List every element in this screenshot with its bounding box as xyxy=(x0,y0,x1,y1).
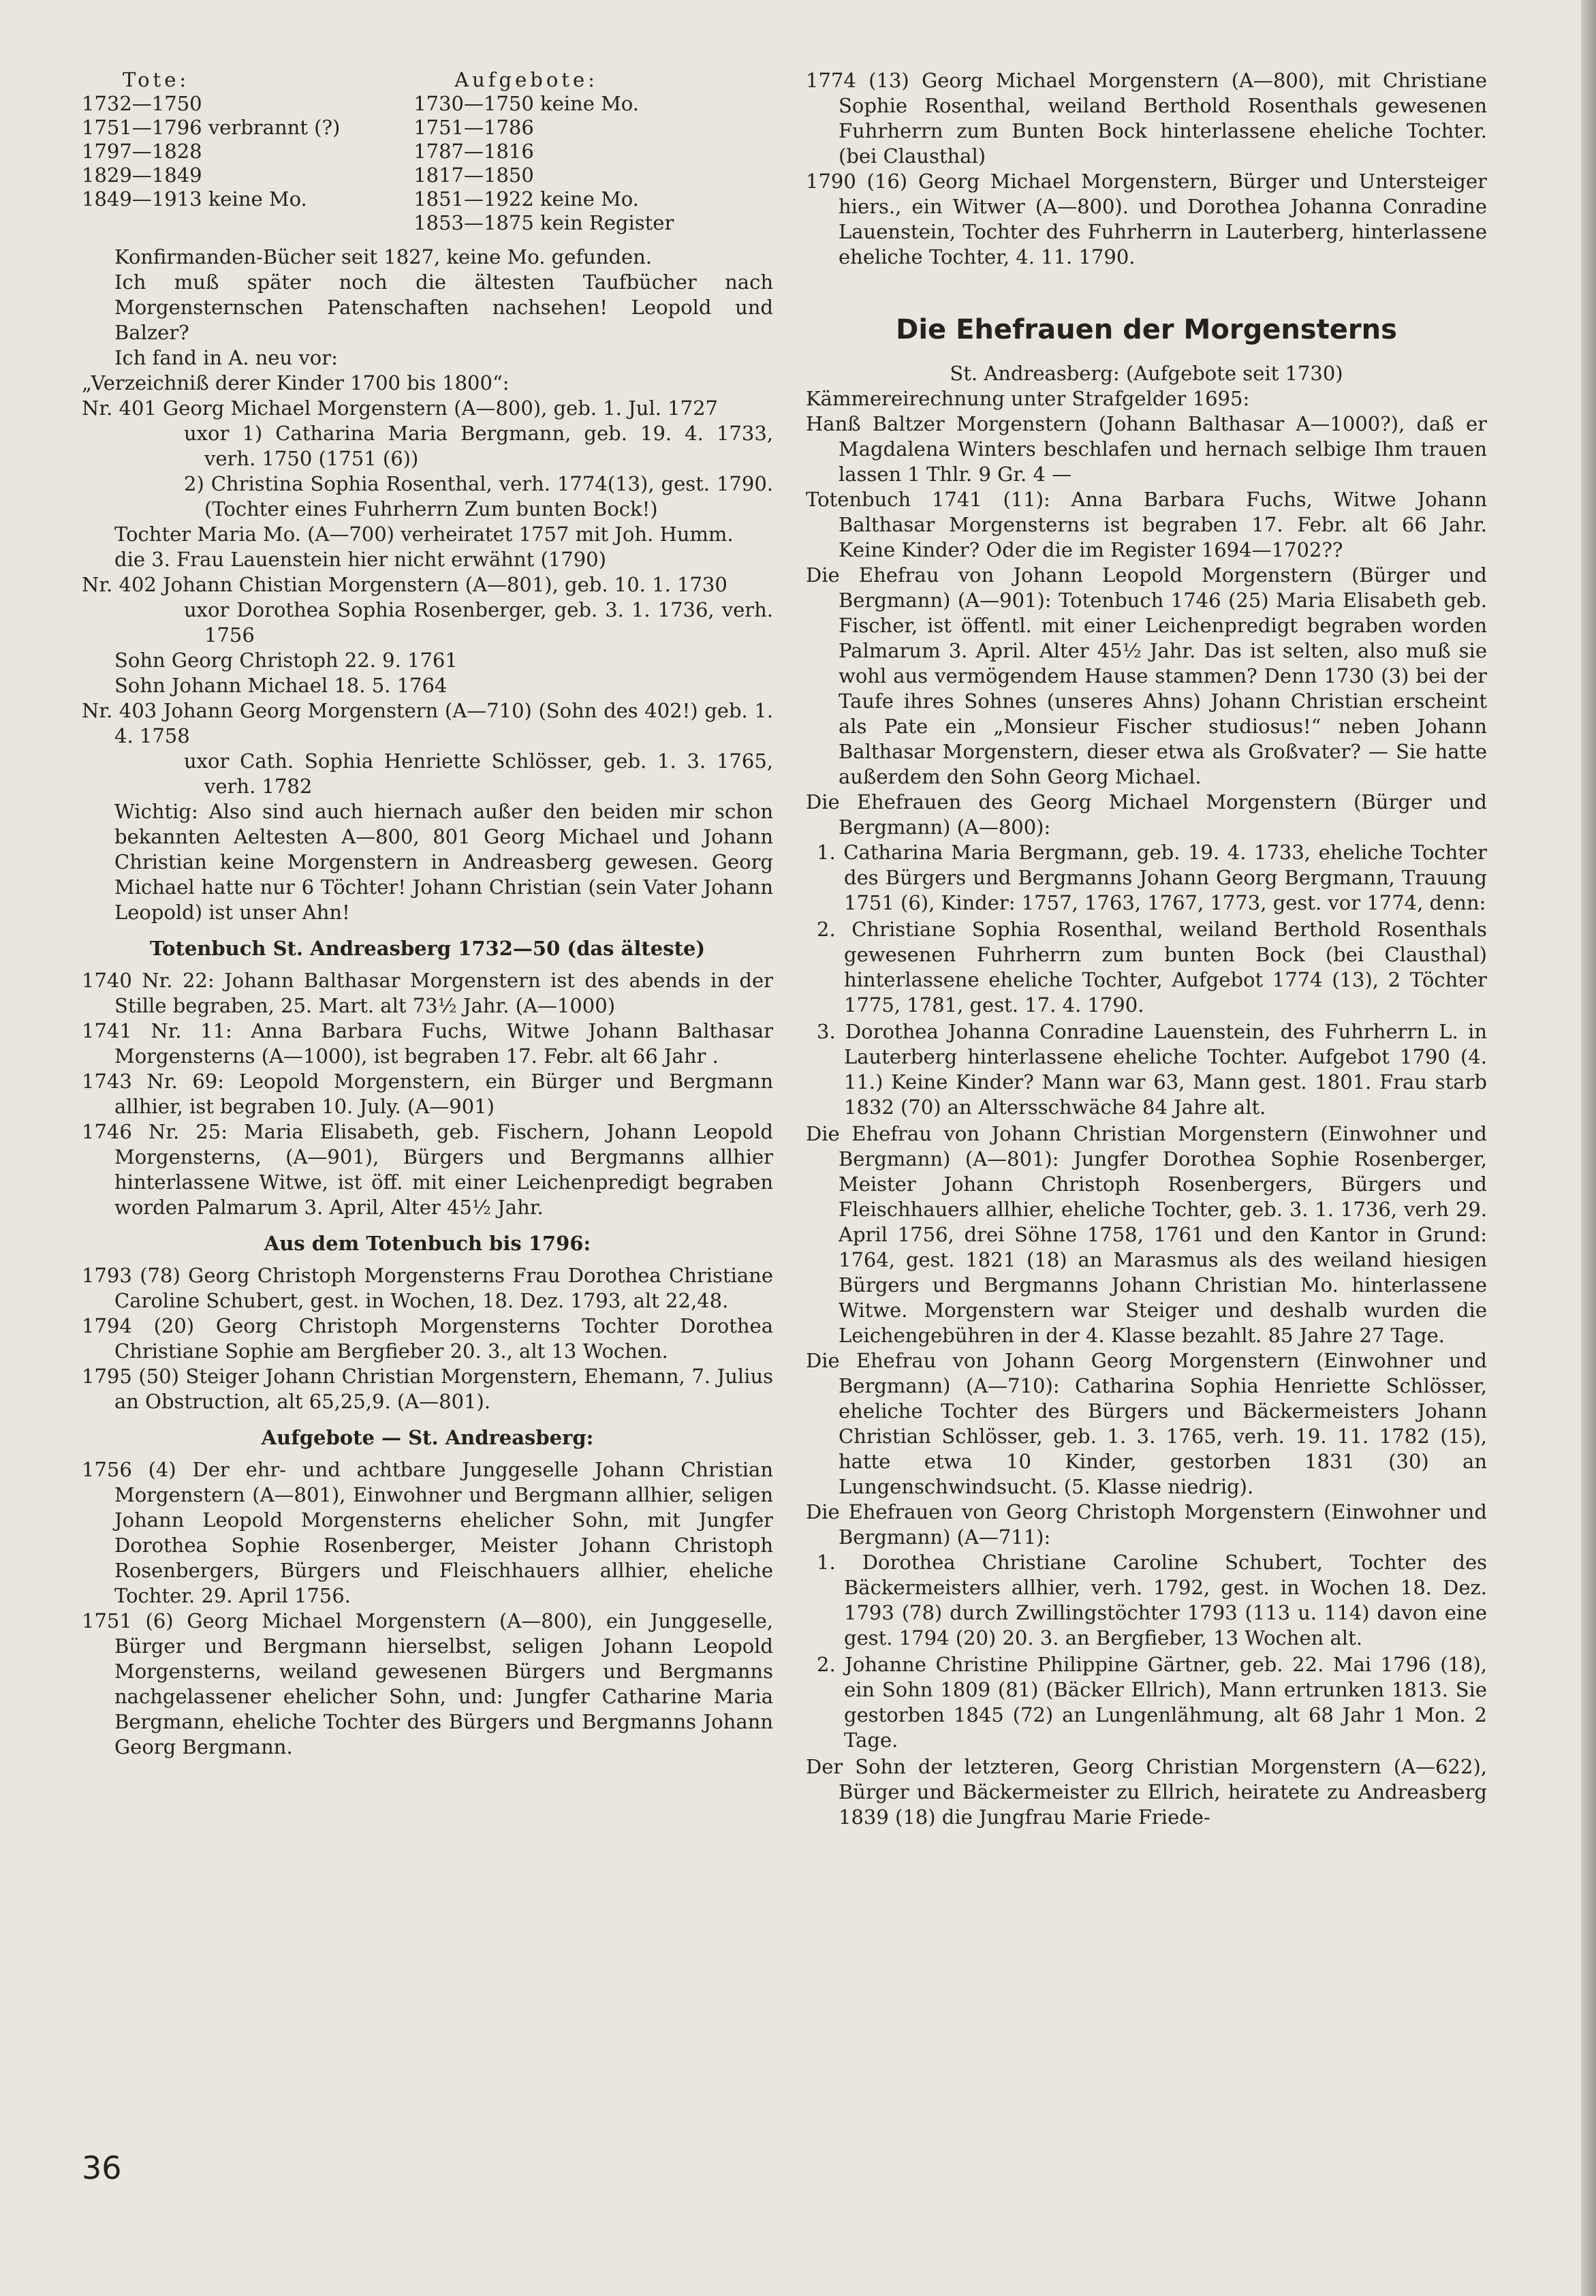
note-paragraph: Wichtig: Also sind auch hiernach außer den beiden mir schon bekannten Aeltesten A—800, 801 Georg Michael und Johann Christian keine Morgenstern in Andreasberg gewesen. Georg Michael hatte nur 6 Töchter! Johann Christian (sein Vater Johann Leopold) ist unser Ahn! xyxy=(114,800,773,924)
paragraph: Die Ehefrau von Johann Christian Morgenstern (Einwohner und Bergmann) (A—801): Jungfer Dorothea Sophie Rosenberger, Meister Johann Christoph Rosenbergers, Bürgers und Fleischhauers allhier, eheliche Tochter, geb. 3. 1. 1736, verh 29. April 1756, drei Söhne 1758, 1761 und den Kantor in Grund: 1764, gest. 1821 (18) an Marasmus als des weiland hiesigen Bürgers und Bergmanns Johann Christian Mo. hinterlassene Witwe. Morgenstern war Steiger und deshalb wurden die Leichengebühren in der 4. Klasse bezahlt. 85 Jahre 27 Tage. xyxy=(806,1122,1487,1347)
page-number: 36 xyxy=(82,2150,122,2186)
records-table xyxy=(82,68,773,235)
list-item: 1. Dorothea Christiane Caroline Schubert, Tochter des Bäckermeisters allhier, verh. 1792, gest. in Wochen 18. Dez. 1793 (78) durch Zwillingstöchter 1793 (113 u. 114) davon eine gest. 1794 (20) 20. 3. an Bergfieber, 13 Wochen alt. xyxy=(817,1551,1487,1649)
wives-list xyxy=(806,1550,1487,1753)
table-cell: 1851—1922 keine Mo. xyxy=(413,187,639,211)
record-entry: Nr. 401 Georg Michael Morgenstern (A—800), geb. 1. Jul. 1727 xyxy=(82,397,718,420)
record-entry: 1740 Nr. 22: Johann Balthasar Morgenstern ist des abends in der Stille begraben, 25. Mart. alt 73½ Jahr. (A—1000) xyxy=(82,969,773,1017)
record-entry: 1795 (50) Steiger Johann Christian Morgenstern, Ehemann, 7. Julius an Obstruction, alt 65,25,9. (A—801). xyxy=(82,1365,773,1413)
list-item: 1. Catharina Maria Bergmann, geb. 19. 4. 1733, eheliche Tochter des Bürgers und Bergmanns Johann Georg Bergmann, Trauung 1751 (6), Kinder: 1757, 1763, 1767, 1773, gest. vor 1774, denn: xyxy=(817,841,1487,914)
table-cell: 1732—1750 xyxy=(82,92,202,115)
paragraph: Kämmereirechnung unter Strafgelder 1695: xyxy=(806,387,1250,410)
table-cell: 1797—1828 xyxy=(82,140,202,163)
table-row xyxy=(82,164,773,187)
record-entry: Tochter Maria Mo. (A—700) verheiratet 1757 mit Joh. Humm. xyxy=(114,523,734,546)
record-entry: 1793 (78) Georg Christoph Morgensterns Frau Dorothea Christiane Caroline Schubert, gest. in Wochen, 18. Dez. 1793, alt 22,48. xyxy=(82,1264,773,1312)
record-entry: 2) Christina Sophia Rosenthal, verh. 1774(13), gest. 1790. (Tochter eines Fuhrherrn Zum bunten Bock!) xyxy=(184,472,773,521)
record-entry: uxor 1) Catharina Maria Bergmann, geb. 19. 4. 1733, verh. 1750 (1751 (6)) xyxy=(184,422,773,470)
record-entry: die 3. Frau Lauenstein hier nicht erwähnt (1790) xyxy=(114,548,606,571)
paragraph: Konfirmanden-Bücher seit 1827, keine Mo. gefunden. xyxy=(114,245,653,268)
paragraph: Ich muß später noch die ältesten Taufbücher nach Morgensternschen Patenschaften nachsehen! Leopold und Balzer? xyxy=(114,270,773,344)
section-subtitle: St. Andreasberg: (Aufgebote seit 1730) xyxy=(950,362,1343,385)
record-entry: 1741 Nr. 11: Anna Barbara Fuchs, Witwe Johann Balthasar Morgensterns (A—1000), ist begraben 17. Febr. alt 66 Jahr . xyxy=(82,1019,773,1068)
table-cell: 1849—1913 keine Mo. xyxy=(82,187,307,211)
list-item: 2. Johanne Christine Philippine Gärtner, geb. 22. Mai 1796 (18), ein Sohn 1809 (81) (Bäcker Ellrich), Mann ertrunken 1813. Sie gestorben 1845 (72) an Lungenlähmung, alt 68 Jahr 1 Mon. 2 Tage. xyxy=(817,1653,1487,1752)
table-cell: 1787—1816 xyxy=(413,140,534,163)
section-heading: Totenbuch St. Andreasberg 1732—50 (das älteste) xyxy=(149,937,706,960)
record-entry: 1756 (4) Der ehr- und achtbare Junggeselle Johann Christian Morgenstern (A—801), Einwohner und Bergmann allhier, seligen Johann Leopold Morgensterns ehelicher Sohn, mit Jungfer Dorothea Sophie Rosenberger, Meister Johann Christoph Rosenbergers, Bürgers und Fleischhauers allhier, eheliche Tochter. 29. April 1756. xyxy=(82,1458,773,1607)
list-item: 2. Christiane Sophia Rosenthal, weiland Berthold Rosenthals gewesenen Fuhrherrn zum bunten Bock (bei Clausthal) hinterlassene eheliche Tochter, Aufgebot 1774 (13), 2 Töchter 1775, 1781, gest. 17. 4. 1790. xyxy=(817,918,1487,1017)
paragraph: Totenbuch 1741 (11): Anna Barbara Fuchs, Witwe Johann Balthasar Morgensterns ist begraben 17. Febr. alt 66 Jahr. Keine Kinder? Oder die im Register 1694—1702?? xyxy=(806,488,1487,561)
record-entry: 1743 Nr. 69: Leopold Morgenstern, ein Bürger und Bergmann allhier, ist begraben 10. July. (A—901) xyxy=(82,1070,773,1118)
right-column xyxy=(806,68,1487,1830)
table-row xyxy=(82,92,773,116)
record-entry: 1774 (13) Georg Michael Morgenstern (A—800), mit Christiane Sophie Rosenthal, weiland Berthold Rosenthals gewesenen Fuhrherrn zum Bunten Bock hinterlassene eheliche Tochter. (bei Clausthal) xyxy=(806,69,1487,168)
record-entry: 1790 (16) Georg Michael Morgenstern, Bürger und Untersteiger hiers., ein Witwer (A—800). und Dorothea Johanna Conradine Lauenstein, Tochter des Fuhrherrn in Lauterberg, hinterlassene eheliche Tochter, 4. 11. 1790. xyxy=(806,170,1487,268)
paragraph: Hanß Baltzer Morgenstern (Johann Balthasar A—1000?), daß er Magdalena Winters beschlafen und hernach selbige Ihm trauen lassen 1 Thlr. 9 Gr. 4 — xyxy=(806,412,1487,486)
table-header-aufgebote: Aufgebote: xyxy=(454,68,598,91)
paragraph: Die Ehefrau von Johann Georg Morgenstern (Einwohner und Bergmann) (A—710): Catharina Sophia Henriette Schlösser, eheliche Tochter des Bürgers und Bäckermeisters Johann Christian Schlösser, geb. 1. 3. 1765, verh. 19. 11. 1782 (15), hatte etwa 10 Kinder, gestorben 1831 (30) an Lungenschwindsucht. (5. Klasse niedrig). xyxy=(806,1349,1487,1498)
table-cell: 1853—1875 kein Register xyxy=(413,211,674,234)
record-entry: uxor Cath. Sophia Henriette Schlösser, geb. 1. 3. 1765, verh. 1782 xyxy=(184,749,773,798)
table-cell: 1817—1850 xyxy=(413,164,534,187)
wives-list xyxy=(806,840,1487,1120)
table-row xyxy=(82,140,773,164)
paragraph: „Verzeichniß derer Kinder 1700 bis 1800“: xyxy=(82,371,510,394)
list-item: 3. Dorothea Johanna Conradine Lauenstein, des Fuhrherrn L. in Lauterberg hinterlassene eheliche Tochter. Aufgebot 1790 (4. 11.) Keine Kinder? Mann war 63, Mann gest. 1801. Frau starb 1832 (70) an Altersschwäche 84 Jahre alt. xyxy=(817,1020,1487,1119)
record-entry: Nr. 402 Johann Chistian Morgenstern (A—801), geb. 10. 1. 1730 xyxy=(82,573,727,596)
paragraph: Ich fand in A. neu vor: xyxy=(114,346,338,369)
table-cell: 1730—1750 keine Mo. xyxy=(413,92,639,115)
record-entry: 1794 (20) Georg Christoph Morgensterns Tochter Dorothea Christiane Sophie am Bergfieber 20. 3., alt 13 Wochen. xyxy=(82,1314,773,1363)
record-entry: Nr. 403 Johann Georg Morgenstern (A—710) (Sohn des 402!) geb. 1. 4. 1758 xyxy=(82,699,773,747)
table-row xyxy=(82,116,773,140)
paragraph: Die Ehefrauen von Georg Christoph Morgenstern (Einwohner und Bergmann) (A—711): xyxy=(806,1500,1487,1549)
section-title: Die Ehefrauen der Morgensterns xyxy=(896,314,1397,345)
paragraph: Der Sohn der letzteren, Georg Christian Morgenstern (A—622), Bürger und Bäckermeister zu Ellrich, heiratete zu Andreasberg 1839 (18) die Jungfrau Marie Friede- xyxy=(806,1755,1487,1829)
table-row xyxy=(82,187,773,211)
table-row xyxy=(82,211,773,235)
record-entry: 1751 (6) Georg Michael Morgenstern (A—800), ein Junggeselle, Bürger und Bergmann hierselbst, seligen Johann Leopold Morgensterns, weiland gewesenen Bürgers und Bergmanns nachgelassener ehelicher Sohn, und: Jungfer Catharine Maria Bergmann, eheliche Tochter des Bürgers und Bergmanns Johann Georg Bergmann. xyxy=(82,1609,773,1758)
table-cell: 1751—1796 verbrannt (?) xyxy=(82,116,341,139)
paragraph: Die Ehefrau von Johann Leopold Morgenstern (Bürger und Bergmann) (A—901): Totenbuch 1746 (25) Maria Elisabeth geb. Fischer, ist öffentl. mit einer Leichenpredigt begraben worden Palmarum 3. April. Alter 45½ Jahr. Das ist selten, also muß sie wohl aus vermögendem Hause stammen? Denn 1730 (3) bei der Taufe ihres Sohnes (unseres Ahns) Johann Christian erscheint als Pate ein „Monsieur Fischer studiosus!“ neben Johann Balthasar Morgenstern, dieser etwa als Großvater? — Sie hatte außerdem den Sohn Georg Michael. xyxy=(806,563,1487,788)
section-heading: Aus dem Totenbuch bis 1796: xyxy=(264,1232,591,1255)
table-cell: 1829—1849 xyxy=(82,164,202,187)
left-column xyxy=(82,68,773,1760)
record-entry: Sohn Johann Michael 18. 5. 1764 xyxy=(114,674,448,697)
page-edge-shadow xyxy=(1581,0,1596,2296)
table-cell: 1751—1786 xyxy=(413,116,534,139)
record-entry: uxor Dorothea Sophia Rosenberger, geb. 3. 1. 1736, verh. 1756 xyxy=(184,598,773,647)
record-entry: Sohn Georg Christoph 22. 9. 1761 xyxy=(114,649,458,672)
section-heading: Aufgebote — St. Andreasberg: xyxy=(261,1426,594,1449)
record-entry: 1746 Nr. 25: Maria Elisabeth, geb. Fischern, Johann Leopold Morgensterns, (A—901), Bürgers und Bergmanns allhier hinterlassene Witwe, ist öff. mit einer Leichenpredigt begraben worden Palmarum 3. April, Alter 45½ Jahr. xyxy=(82,1120,773,1219)
table-cell xyxy=(82,211,413,235)
table-header-tote: Tote: xyxy=(123,68,190,91)
paragraph: Die Ehefrauen des Georg Michael Morgenstern (Bürger und Bergmann) (A—800): xyxy=(806,790,1487,839)
